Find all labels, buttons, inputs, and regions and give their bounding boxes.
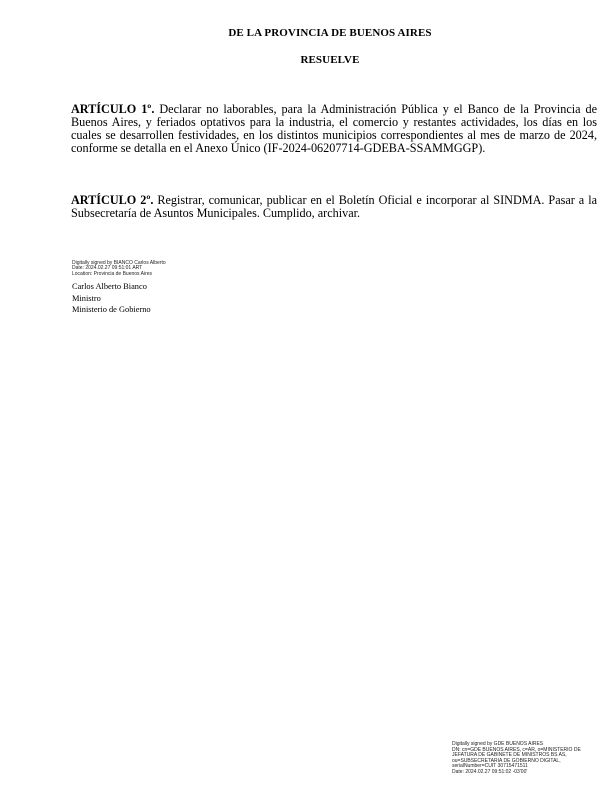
gde-stamp-line: Digitally signed by GDE BUENOS AIRES [452, 741, 544, 747]
article-2-text: Registrar, comunicar, publicar en el Boletín Oficial e incorporar al SINDMA. Pasar a la Subsecretaría de Asuntos Municipales. Cumplido, archivar. [71, 193, 597, 220]
gde-signature-stamp [452, 742, 602, 776]
article-1-label: ARTÍCULO 1º. [71, 102, 155, 116]
signature-stamp-line: Digitally signed by BIANCO Carlos Alberto [72, 260, 166, 266]
article-2 [71, 194, 597, 220]
article-1-text: Declarar no laborables, para la Administración Pública y el Banco de la Provincia de Buenos Aires, y feriados optativos para la industria, el comercio y restantes actividades, los días en los cuales se desarrollen festividades, en los distintos municipios correspondientes al mes de marzo de 2024, conforme se detalla en el Anexo Único (IF-2024-06207714-GDEBA-SSAMMGGP). [71, 102, 598, 155]
gde-stamp-line: JEFATURA DE GABINETE DE MINISTROS BS AS, [452, 752, 567, 759]
digital-signature-stamp [72, 261, 166, 277]
gde-stamp-line: ou=SUBSECRETARIA DE GOBIERNO DIGITAL, [452, 757, 561, 764]
document-title: DE LA PROVINCIA DE BUENOS AIRES [228, 27, 432, 39]
article-1 [71, 103, 597, 155]
signer-office: Ministerio de Gobierno [72, 305, 151, 314]
gde-stamp-line: DN: cn=GDE BUENOS AIRES, c=AR, o=MINISTERIO DE [452, 746, 581, 753]
signature-stamp-line: Date: 2024.02.27 09:51:01 ART [72, 265, 143, 272]
gde-stamp-line: serialNumber=CUIT 30715471511 [452, 763, 528, 770]
article-2-label: ARTÍCULO 2º. [71, 193, 154, 207]
signature-stamp-line: Location: Provincia de Buenos Aires [72, 270, 153, 277]
gde-stamp-line: Date: 2024.02.27 09:51:02 -03'00' [452, 768, 528, 775]
signer-name: Carlos Alberto Bianco [72, 282, 147, 291]
resuelve-heading: RESUELVE [300, 54, 360, 66]
signer-role: Ministro [72, 293, 101, 303]
signer-block [72, 281, 151, 316]
